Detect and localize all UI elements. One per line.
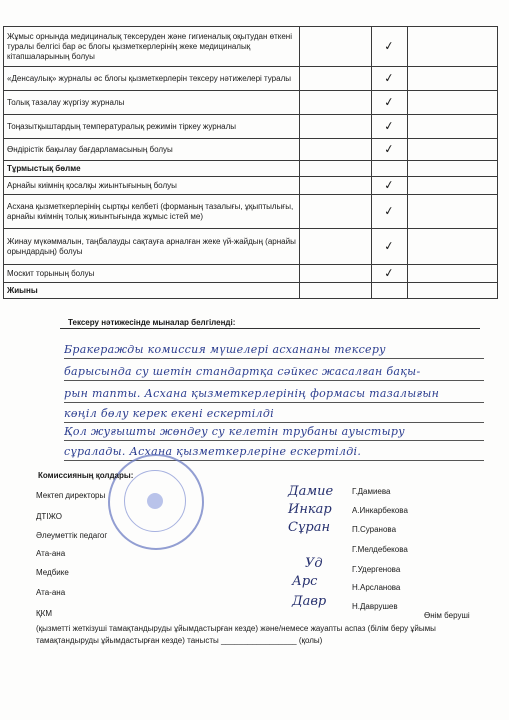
handwritten-signature: Дамие [288, 484, 334, 499]
handwritten-signature: Инкар [288, 502, 332, 517]
signatory-name: П.Суранова [352, 525, 397, 534]
row-label: Тоңазытқыштардың температуралық режимін тіркеу журналы [4, 115, 300, 139]
check-mark: ✓ [383, 140, 396, 157]
check-mark: ✓ [383, 117, 396, 134]
signatory-name: Н.Даврушев [352, 602, 398, 611]
check-mark: ✓ [383, 264, 396, 281]
signature-role: Медбике [36, 568, 69, 577]
handwritten-note-line: көңіл бөлу керек екені ескертілді [64, 406, 484, 423]
signature-role: ҚКМ [36, 609, 52, 618]
row-label: Асхана қызметкерлерінің сыртқы келбеті (форманың тазалығы, ұқыптылығы, арнайы киімнің толық жиынтығында жұмыс істей ме) [4, 195, 300, 229]
handwritten-note-line: барысында су шетін стандартқа сәйкес жасалған бақы- [64, 364, 484, 381]
table-row [4, 115, 498, 139]
handwritten-note-line: Қол жуғышты жөндеу су келетін трубаны ауыстыру [64, 424, 484, 441]
table-row [4, 195, 498, 229]
check-mark: ✓ [383, 69, 396, 86]
table-row [4, 265, 498, 283]
row-label: «Денсаулық» журналы әс блогы қызметкерлерін тексеру нәтижелері туралы [4, 67, 300, 91]
signatures-title: Комиссияның қолдары: [38, 471, 134, 480]
signatory-name: А.Инкарбекова [352, 506, 408, 515]
footer-line: (қызметті жеткізуші тамақтандыруды ұйымдастырған кезде) және/немесе жауапты аспаз (білім беру ұйымы [36, 624, 436, 633]
row-label: Жинау мүкәммалын, таңбалауды сақтауға арналған жеке үй-жайдың (арнайы орындардың) болуы [4, 229, 300, 265]
handwritten-signature: Арс [292, 574, 318, 589]
handwritten-note-line: рын тапты. Асхана қызметкерлерінің формасы тазалығын [64, 386, 484, 403]
footer-line: тамақтандыруды ұйымдастырған кезде) танысты _________________ (қолы) [36, 636, 323, 645]
signature-role: Мектеп директоры [36, 491, 106, 500]
table-row [4, 27, 498, 67]
check-mark: ✓ [383, 237, 396, 254]
handwritten-signature: Сұран [288, 520, 331, 535]
section-household-title: Тұрмыстық бөлме [4, 161, 300, 177]
row-label: Арнайы киімнің қосалқы жиынтығының болуы [4, 177, 300, 195]
signature-role: Ата-ана [36, 549, 66, 558]
section-total-title: Жиыны [4, 283, 300, 299]
handwritten-note-line: сұралады. Асхана қызметкерлеріне ескертілді. [64, 444, 484, 461]
notes-title: Тексеру нәтижесінде мыналар белгіленді: [68, 318, 236, 327]
handwritten-signature: Уд [305, 556, 323, 571]
row-label: Өндірістік бақылау бағдарламасының болуы [4, 139, 300, 161]
table-row [4, 229, 498, 265]
signatory-name: Н.Арсланова [352, 583, 401, 592]
signature-role: ДТІЖО [36, 512, 62, 521]
footer-supplier-label: Өнім беруші [424, 611, 470, 620]
signature-role: Ата-ана [36, 588, 66, 597]
signatory-name: Г.Удергенова [352, 565, 401, 574]
signatory-name: Г.Мелдебекова [352, 545, 408, 554]
table-row [4, 67, 498, 91]
checklist-table [3, 26, 498, 299]
signatory-name: Г.Дамиева [352, 487, 391, 496]
row-label: Толық тазалау жүргізу журналы [4, 91, 300, 115]
check-mark: ✓ [383, 202, 396, 219]
section-row [4, 161, 498, 177]
handwritten-signature: Давр [292, 594, 327, 609]
row-label: Жұмыс орнында медициналық тексеруден және гигиеналық оқытудан өткені туралы белгісі бар әс блогы қызметкерлерінің жеке медициналық кітапшаларының болуы [4, 27, 300, 67]
official-stamp [108, 454, 204, 550]
table-row [4, 177, 498, 195]
signature-role: Әлеуметтік педагог [36, 531, 108, 540]
handwritten-note-line: Бракеражды комиссия мүшелері асхананы тексеру [64, 342, 484, 359]
check-mark: ✓ [383, 93, 396, 110]
check-mark: ✓ [383, 37, 396, 54]
table-row [4, 139, 498, 161]
check-mark: ✓ [383, 176, 396, 193]
notes-rule [60, 328, 480, 329]
table-row [4, 91, 498, 115]
section-row [4, 283, 498, 299]
row-label: Москит торының болуы [4, 265, 300, 283]
